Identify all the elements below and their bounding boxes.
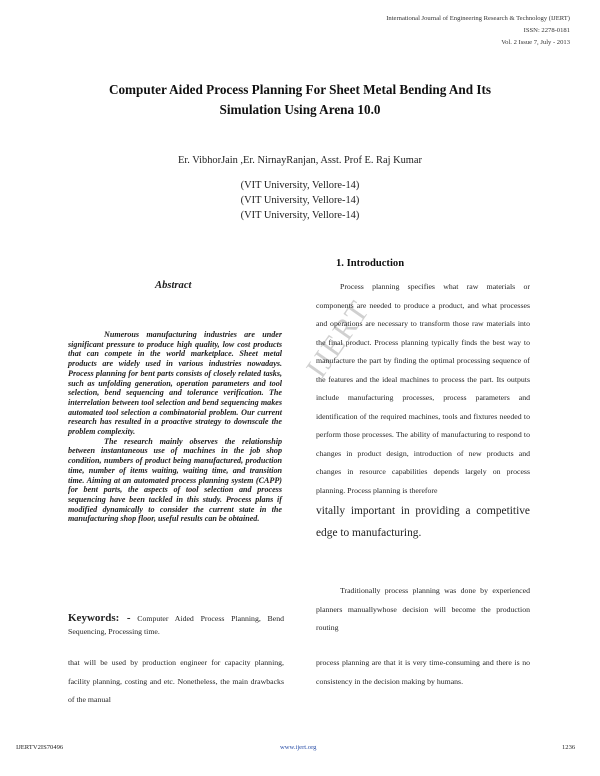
paper-title xyxy=(60,80,540,120)
intro-paragraph-3 xyxy=(316,654,530,691)
title-line-1: Computer Aided Process Planning For Sheet Metal Bending And Its xyxy=(108,82,492,97)
affiliation-2: (VIT University, Vellore-14) xyxy=(240,195,360,206)
keywords-text: Computer Aided Process Planning, Bend Sequencing, Processing time. xyxy=(68,614,284,636)
title-line-2: Simulation Using Arena 10.0 xyxy=(219,102,381,117)
watermark: IJERT xyxy=(300,294,377,384)
journal-name: International Journal of Engineering Research & Technology (IJERT) xyxy=(386,15,570,22)
footer-url[interactable]: www.ijert.org xyxy=(280,744,317,751)
abstract-body xyxy=(68,330,282,524)
authors: Er. VibhorJain ,Er. NirnayRanjan, Asst. Prof E. Raj Kumar xyxy=(178,155,422,166)
intro-paragraph-2-text: Traditionally process planning was done by experienced planners manuallywhose decision will become the production routing xyxy=(316,586,530,632)
intro-paragraph-1: Process planning specifies what raw materials or components are needed to produce a product, and what processes and operations are necessary to transform those raw materials into the final product. Process planning typically finds the best way to manufacture the part by finding the optimal processing sequence of the features and the ideal machines to process the part. Its outputs include manufacturing processes, process parameters and identification of the required machines, tools and fixtures needed to perform those processes. The ability of manufacturing to respond to changes in product design, introduction of new products and changes in resource capabilities depends largely on process planning. Process planning is therefore xyxy=(316,282,530,495)
abstract-paragraph-1: Numerous manufacturing industries are under significant pressure to produce high quality, low cost products that can compete in the world marketplace. Sheet metal products are widely used in various industries nowadays. Process planning for bent parts consists of closely related tasks, such as unfolding generation, operation parameters and tool selection, bend sequencing and tolerance verification. The interrelation between tool selection and bend sequencing makes automated tool selection a combinatorial problem. Our current research has resulted in a proactive strategy to downscale the problem complexity. xyxy=(68,330,282,437)
intro-paragraph-2 xyxy=(316,582,530,638)
keywords xyxy=(68,612,284,638)
volume-issue: Vol. 2 Issue 7, July - 2013 xyxy=(501,39,570,46)
issn: ISSN: 2278-0181 xyxy=(523,27,570,34)
abstract-heading: Abstract xyxy=(155,280,192,291)
keywords-label: Keywords: - xyxy=(68,612,131,624)
introduction-heading: 1. Introduction xyxy=(336,258,405,269)
page-number: 1236 xyxy=(562,744,576,751)
affiliation-3: (VIT University, Vellore-14) xyxy=(240,210,360,221)
intro-paragraph-1-end: vitally important in providing a competitive edge to manufacturing. xyxy=(316,505,530,539)
abstract-paragraph-2: The research mainly observes the relationship between instantaneous use of machines in the job shop condition, numbers of product being manufactured, production time, number of items waiting, waiting time, and transition time. Aiming at an automated process planning system (CAPP) for bent parts, the aspects of tool selection and process sequencing have been tackled in this study. Process plans if modified dynamically to consider the current state in the manufacturing shop floor, useful results can be obtained. xyxy=(68,436,282,524)
affiliation-1: (VIT University, Vellore-14) xyxy=(240,180,360,191)
intro-paragraph-3-text: process planning are that it is very time-consuming and there is no consistency in the decision making by humans. xyxy=(316,658,530,686)
footer-id: IJERTV2IS70496 xyxy=(16,744,64,751)
intro-block xyxy=(316,278,530,544)
left-column-tail: that will be used by production engineer for capacity planning, facility planning, costing and etc. Nonetheless, the main drawbacks of the manual xyxy=(68,658,284,704)
